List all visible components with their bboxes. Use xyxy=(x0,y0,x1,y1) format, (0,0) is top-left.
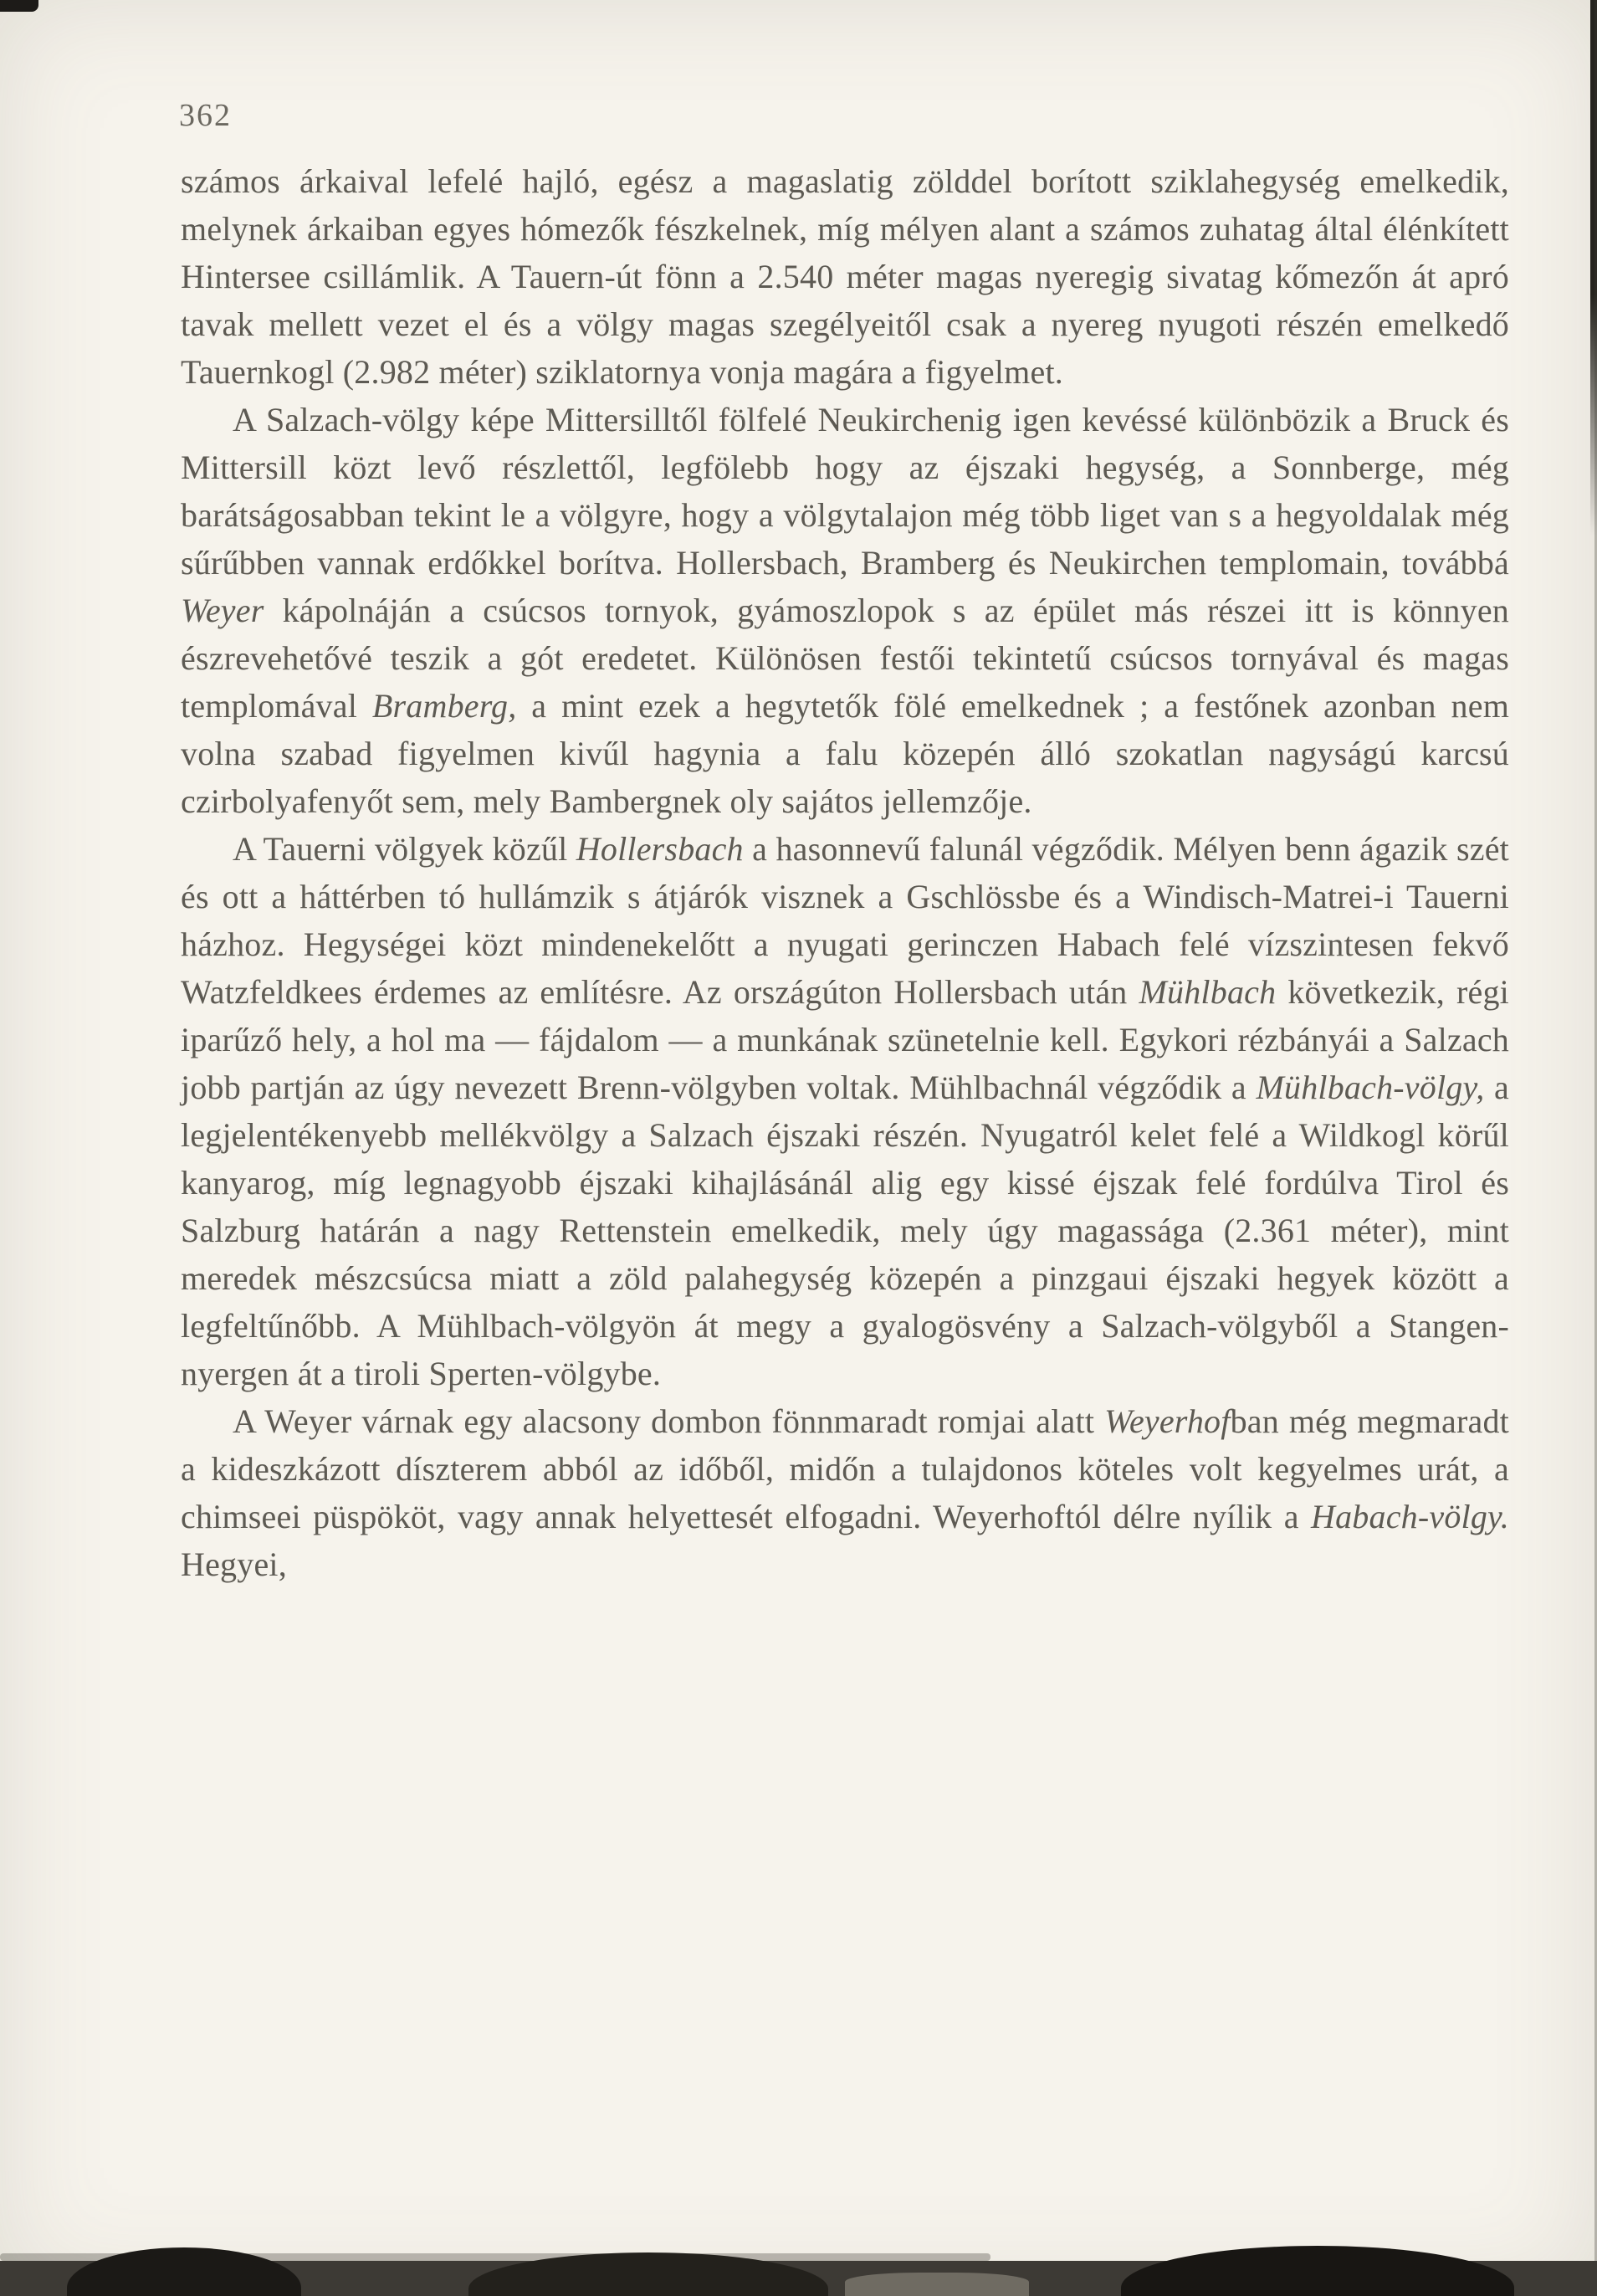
scan-blob xyxy=(468,2252,828,2296)
italic-text-run: Mühlbach xyxy=(1139,973,1277,1011)
scan-smudge xyxy=(0,2253,990,2261)
page-text xyxy=(181,157,1509,1588)
text-run: kápolnáján a csúcsos tornyok, gyámoszlopok s az épület más részei itt is könnyen észrevehetővé teszik a gót eredetet. Különösen festői tekintetű csúcsos tornyával és magas templomával xyxy=(181,592,1509,725)
text-run: a hasonnevű falunál végződik. Mélyen benn ágazik szét és ott a háttérben tó hullámzik s átjárók visznek a Gschlössbe és a Windisch-Matrei-i Tauerni házhoz. Hegységei közt mindenekelőtt a nyugati gerinczen Habach felé vízszintesen fekvő Watzfeldkees érdemes az említésre. Az országúton Hollersbach után xyxy=(181,830,1510,1011)
paragraph xyxy=(181,1397,1509,1588)
scan-artifact-right-edge xyxy=(1590,0,1597,536)
scan-blob xyxy=(67,2247,301,2296)
text-run: Hegyei, xyxy=(181,1545,287,1583)
scan-light-patch xyxy=(845,2273,1029,2296)
scan-blob xyxy=(1121,2246,1514,2296)
text-run: következik, régi iparűző hely, a hol ma — fájdalom — a munkának szünetelnie kell. Egykori rézbányái a Salzach jobb partján az úgy nevezett Brenn-völgyben voltak. Mühlbachnál végződik a xyxy=(181,973,1509,1106)
paragraph xyxy=(181,825,1509,1397)
scan-artifact-bottom-edge xyxy=(0,2261,1597,2296)
italic-text-run: Bramberg, xyxy=(371,687,517,725)
italic-text-run: Hollersbach xyxy=(576,830,744,868)
italic-text-run: Weyerhof xyxy=(1104,1402,1231,1440)
text-run: A Weyer várnak egy alacsony dombon fönnmaradt romjai alatt xyxy=(233,1402,1105,1440)
page-number: 362 xyxy=(179,98,232,133)
scan-artifact-top-left xyxy=(0,0,38,12)
italic-text-run: Weyer xyxy=(181,592,264,629)
paragraph xyxy=(181,396,1509,825)
italic-text-run: Mühlbach-völgy, xyxy=(1256,1069,1485,1106)
text-run: a legjelentékenyebb mellékvölgy a Salzach éjszaki részén. Nyugatról kelet felé a Wildkogl körűl kanyarog, míg legnagyobb éjszaki kihajlásánál alig egy kissé éjszak felé fordúlva Tirol és Salzburg határán a nagy Rettenstein emelkedik, mely úgy magassága (2.361 méter), mint meredek mészcsúcsa miatt a zöld palahegység közepén a pinzgaui éjszaki hegyek között a legfeltűnőbb. A Mühlbach-völgyön át megy a gyalogösvény a Salzach-völgyből a Stangen-nyergen át a tiroli Sperten-völgybe. xyxy=(181,1069,1509,1392)
text-run: ban még megmaradt a kideszkázott díszterem abból az időből, midőn a tulajdonos köteles volt kegyelmes urát, a chimseei püspököt, vagy annak helyettesét elfogadni. Weyerhoftól délre nyílik a xyxy=(181,1402,1509,1535)
text-run: a mint ezek a hegytetők fölé emelkednek ; a festőnek azonban nem volna szabad figyelmen kivűl hagynia a falu közepén álló szokatlan nagyságú karcsú czirbolyafenyőt sem, mely Bambergnek oly sajátos jellemzője. xyxy=(181,687,1510,820)
text-run: A Salzach-völgy képe Mittersilltől fölfelé Neukirchenig igen kevéssé különbözik a Bruck és Mittersill közt levő részlettől, legfölebb hogy az éjszaki hegység, a Sonnberge, még barátságosabban tekint le a völgyre, hogy a völgytalajon még több liget van s a hegyoldalak még sűrűbben vannak erdőkkel borítva. Hollersbach, Bramberg és Neukirchen templomain, továbbá xyxy=(181,401,1509,582)
text-run: A Tauerni völgyek közűl xyxy=(233,830,576,868)
paragraph xyxy=(181,157,1509,396)
text-run: számos árkaival lefelé hajló, egész a magaslatig zölddel borított sziklahegység emelkedik, melynek árkaiban egyes hómezők fészkelnek, míg mélyen alant a számos zuhatag által élénkített Hintersee csillámlik. A Tauern-út fönn a 2.540 méter magas nyeregig sivatag kőmezőn át apró tavak mellett vezet el és a völgy magas szegélyeitől csak a nyereg nyugoti részén emelkedő Tauernkogl (2.982 méter) sziklatornya vonja magára a figyelmet. xyxy=(181,162,1509,391)
italic-text-run: Habach-völgy. xyxy=(1311,1498,1509,1535)
